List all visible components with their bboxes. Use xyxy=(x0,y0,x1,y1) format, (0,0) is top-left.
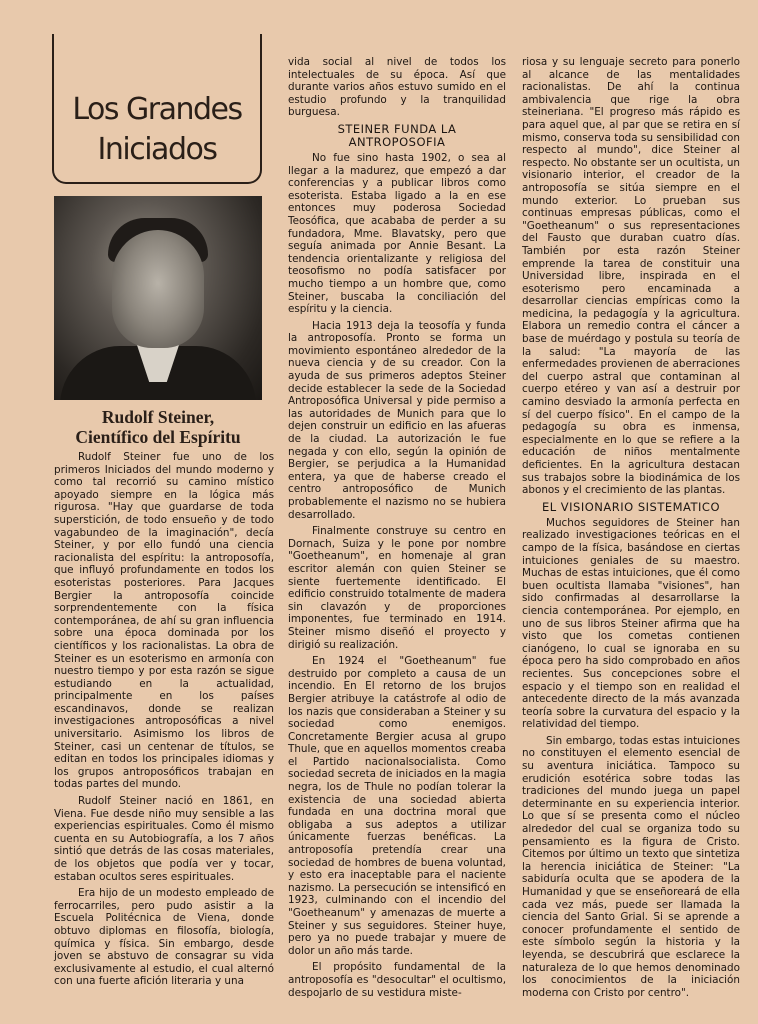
article-column-3 xyxy=(522,56,740,999)
paragraph: riosa y su lenguaje secreto para ponerlo al alcance de las mentalidades racionalistas. De ahí la continua ambivalencia que rige la obra steineriana. "El progreso más rápido es para aquel que, al par que se retira en sí mismo, conserva toda su sensibilidad con respecto al mundo", dice Steiner al respecto. No obstante ser un ocultista, un visionario interior, el creador de la antroposofía se sitúa siempre en el mundo exterior. Lo prueban sus continuas empresas públicas, como el "Goetheanum" o sus representaciones del Fausto que duraban cuatro días. También por esta razón Steiner emprende la tarea de constituir una Universidad libre, inspirada en el esoterismo pero encaminada a desarrollar ciencias empíricas como la medicina, la pedagogía y la agricultura. Elabora un remedio contra el cáncer a base de muérdago y postula su teoría de la salud: "La mayoría de las enfermedades provienen de aberraciones del cuerpo astral que contaminan al cuerpo etéreo y van así a destruir por camino desviado la armonía perfecta en sí del cuerpo físico". En el campo de la pedagogía su obra es inmensa, especialmente en lo que se refiere a la educación de niños mentalmente deficientes. En la agricultura destacan sus trabajos sobre la biodinámica de los abonos y el crecimiento de las plantas. xyxy=(522,56,740,497)
paragraph: Rudolf Steiner nació en 1861, en Viena. Fue desde niño muy sensible a las experiencias espirituales. Como él mismo cuenta en su Autobiografía, a los 7 años sintió que detrás de las cosas materiales, de los objetos que podía ver y tocar, estaban ocultos seres espirituales. xyxy=(54,795,274,883)
paragraph: vida social al nivel de todos los intelectuales de su época. Así que durante varios años estuvo sumido en el estudio profundo y la tranquilidad burguesa. xyxy=(288,56,506,119)
photo-caption-subtitle: Científico del Espíritu xyxy=(75,427,241,447)
paragraph: Era hijo de un modesto empleado de ferrocarriles, pero pudo asistir a la Escuela Politécnica de Viena, donde obtuvo diplomas en filosofía, biología, química y física. Sin embargo, desde joven se abstuvo de consagrar su vida exclusivamente al estudio, el cual alternó con una fuerte afición literaria y una xyxy=(54,887,274,988)
portrait-photo xyxy=(54,196,262,400)
section-title-line2: Iniciados xyxy=(97,132,217,167)
photo-caption-name: Rudolf Steiner, xyxy=(101,407,215,427)
paragraph: Hacia 1913 deja la teosofía y funda la antroposofía. Pronto se forma un movimiento espontáneo alrededor de la nueva ciencia y de su creador. Con la ayuda de sus primeros adeptos Steiner decide establecer la sede de la Sociedad Antroposófica Universal y pide permiso a las autoridades de Munich para que lo dejen construir un edificio en las afueras de la ciudad. La autorización le fue negada y con ello, según la opinión de Bergier, se perjudica a la Humanidad entera, ya que de haberse creado el centro antroposófico de Munich probablemente el nazismo no se hubiera desarrollado. xyxy=(288,319,506,521)
paragraph: Rudolf Steiner fue uno de los primeros Iniciados del mundo moderno y como tal recorrió su camino místico apoyado siempre en la lógica más rigurosa. "Hay que guardarse de toda superstición, de todo ensueño y de todo vagabundeo de la imaginación", decía Steiner, y por ello fundó una ciencia racionalista del espíritu: la antroposofía, que influyó profundamente en todos los esoteristas posteriores. Para Jacques Bergier la antroposofía coincide sorprendentemente con la física contemporánea, de ahí su gran influencia sobre una época dominada por los científicos y los racionalistas. La obra de Steiner es un esoterismo en armonía con nuestro tiempo y por esta razón se sigue estudiando en la actualidad, principalmente en los países escandinavos, donde se realizan investigaciones antroposóficas a nivel universitario. Asimismo los libros de Steiner, casi un centenar de títulos, se editan en todos los principales idiomas y los grupos antroposóficos trabajan en todas partes del mundo. xyxy=(54,451,274,791)
portrait-head xyxy=(112,230,204,348)
paragraph: En 1924 el "Goetheanum" fue destruido por completo a causa de un incendio. En El retorno de los brujos Bergier atribuye la catástrofe al odio de los nazis que consideraban a Steiner y su sociedad como enemigos. Concretamente Bergier acusa al grupo Thule, que en aquellos momentos creaba el Partido nacionalsocialista. Como sociedad secreta de iniciados en la magia negra, los de Thule no podían tolerar la existencia de una sociedad abierta fundada en una doctrina moral que obligaba a sus adeptos a utilizar únicamente fuerzas benéficas. La antroposofía pretendía crear una sociedad de hombres de buena voluntad, y esto era inaceptable para el naciente nazismo. La persecución se intensificó en 1923, culminando con el incendio del "Goetheanum" y amenazas de muerte a Steiner y sus seguidores. Steiner huye, pero ya no puede trabajar y muere de dolor un año más tarde. xyxy=(288,655,506,957)
paragraph: El propósito fundamental de la antroposofía es "desocultar" el ocultismo, despojarlo de su vestidura miste- xyxy=(288,961,506,999)
paragraph: Sin embargo, todas estas intuiciones no constituyen el elemento esencial de su aventura iniciática. Tampoco su erudición esotérica sobre todas las tradiciones del mundo juega un papel determinante en su experiencia interior. Lo que sí se presenta como el núcleo alrededor del cual se organiza todo su pensamiento es la figura de Cristo. Citemos por último un texto que sintetiza la herencia iniciática de Steiner: "La sabiduría oculta que se apodera de la Humanidad y que se enseñoreará de ella cada vez más, puede ser llamada la ciencia del Santo Grial. Si se aprende a conocer profundamente el sentido de este símbolo según la historia y la leyenda, se descubrirá que esclarece la naturaleza de lo que hemos denominado los conocimientos de la iniciación moderna con Cristo por centro". xyxy=(522,734,740,999)
article-column-2 xyxy=(288,56,506,999)
paragraph: Muchos seguidores de Steiner han realizado investigaciones teóricas en el campo de la física, basándose en ciertas intuiciones geniales de su maestro. Muchas de estas intuiciones, que él como buen ocultista llamaba "visiones", han sido confirmadas al desarrollarse la ciencia contemporánea. Por ejemplo, en uno de sus libros Steiner afirma que ha visto que los cometas contienen cianógeno, lo cual se ignoraba en su época pero ha sido comprobado en años recientes. Sus concepciones sobre el espacio y el tiempo son en realidad el antecedente directo de la más avanzada teoría sobre la curvatura del espacio y la relatividad del tiempo. xyxy=(522,516,740,731)
section-title-line1: Los Grandes xyxy=(72,92,242,127)
article-column-1 xyxy=(54,451,274,988)
section-heading: EL VISIONARIO SISTEMATICO xyxy=(541,499,721,514)
section-title-box xyxy=(52,34,262,184)
paragraph: Finalmente construye su centro en Dornach, Suiza y le pone por nombre "Goetheanum", en homenaje al gran escritor alemán con quien Steiner se siente fuertemente identificado. El edificio construido totalmente de madera sin clavazón y de proporciones imponentes, fue terminado en 1914. Steiner mismo diseñó el proyecto y dirigió su realización. xyxy=(288,525,506,651)
section-heading: STEINER FUNDA LA ANTROPOSOFIA xyxy=(337,121,457,149)
paragraph: No fue sino hasta 1902, o sea al llegar a la madurez, que empezó a dar conferencias y a publicar libros como esoterista. Estaba ligado a la en ese entonces muy poderosa Sociedad Teosófica, que acababa de perder a su fundadora, Mme. Blavatsky, pero que seguía animada por Annie Besant. La tendencia orientalizante y religiosa del teosofismo no podía satisfacer por mucho tiempo a un hombre que, como Steiner, buscaba la conciliación del espíritu y la ciencia. xyxy=(288,151,506,316)
